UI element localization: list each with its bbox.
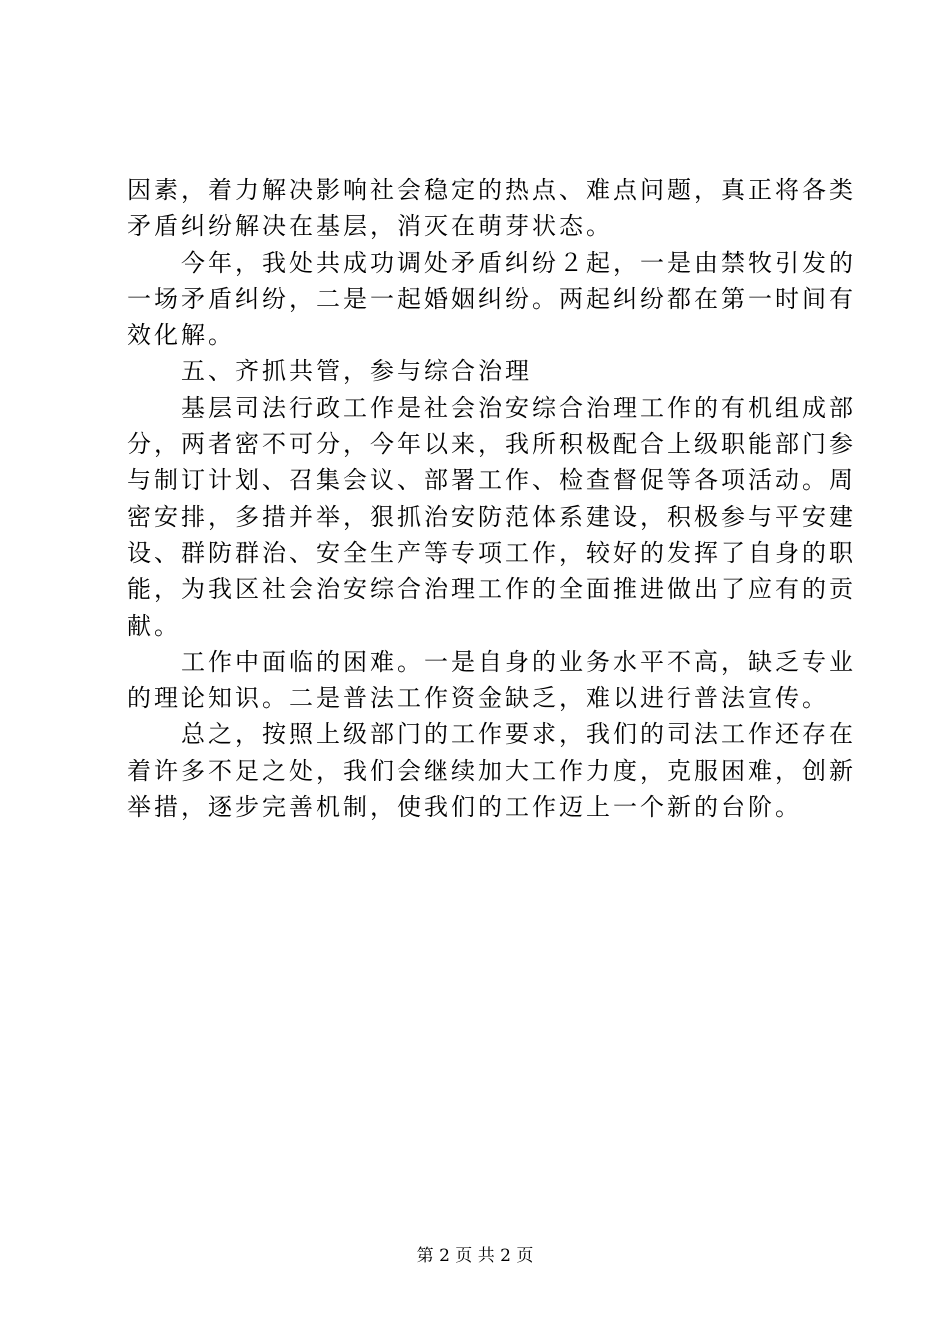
text-line: 分，两者密不可分，今年以来，我所积极配合上级职能部门参: [127, 430, 856, 459]
document-body: [127, 172, 856, 825]
text-line: 今年，我处共成功调处矛盾纠纷２起，一是由禁牧引发的: [127, 248, 856, 277]
page-number-footer: 第 2 页 共 2 页: [416, 1246, 534, 1266]
text-line: 举措，逐步完善机制，使我们的工作迈上一个新的台阶。: [127, 793, 802, 822]
text-line: 能，为我区社会治安综合治理工作的全面推进做出了应有的贡: [127, 575, 856, 604]
text-line: 的理论知识。二是普法工作资金缺乏，难以进行普法宣传。: [127, 684, 829, 713]
text-line: 着许多不足之处，我们会继续加大工作力度，克服困难，创新: [127, 756, 856, 785]
text-line: 与制订计划、召集会议、部署工作、检查督促等各项活动。周: [127, 466, 856, 495]
text-line: 密安排，多措并举，狠抓治安防范体系建设，积极参与平安建: [127, 502, 856, 531]
text-line: 总之，按照上级部门的工作要求，我们的司法工作还存在: [127, 720, 856, 749]
text-line: 献。: [127, 611, 181, 640]
text-line: 一场矛盾纠纷，二是一起婚姻纠纷。两起纠纷都在第一时间有: [127, 284, 856, 313]
section-heading: 五、齐抓共管，参与综合治理: [127, 357, 532, 386]
text-line: 效化解。: [127, 321, 235, 350]
text-line: 设、群防群治、安全生产等专项工作，较好的发挥了自身的职: [127, 538, 856, 567]
text-line: 基层司法行政工作是社会治安综合治理工作的有机组成部: [127, 393, 856, 422]
text-line: 工作中面临的困难。一是自身的业务水平不高，缺乏专业: [127, 647, 856, 676]
text-line: 因素，着力解决影响社会稳定的热点、难点问题，真正将各类: [127, 176, 856, 204]
text-line: 矛盾纠纷解决在基层，消灭在萌芽状态。: [127, 212, 613, 241]
